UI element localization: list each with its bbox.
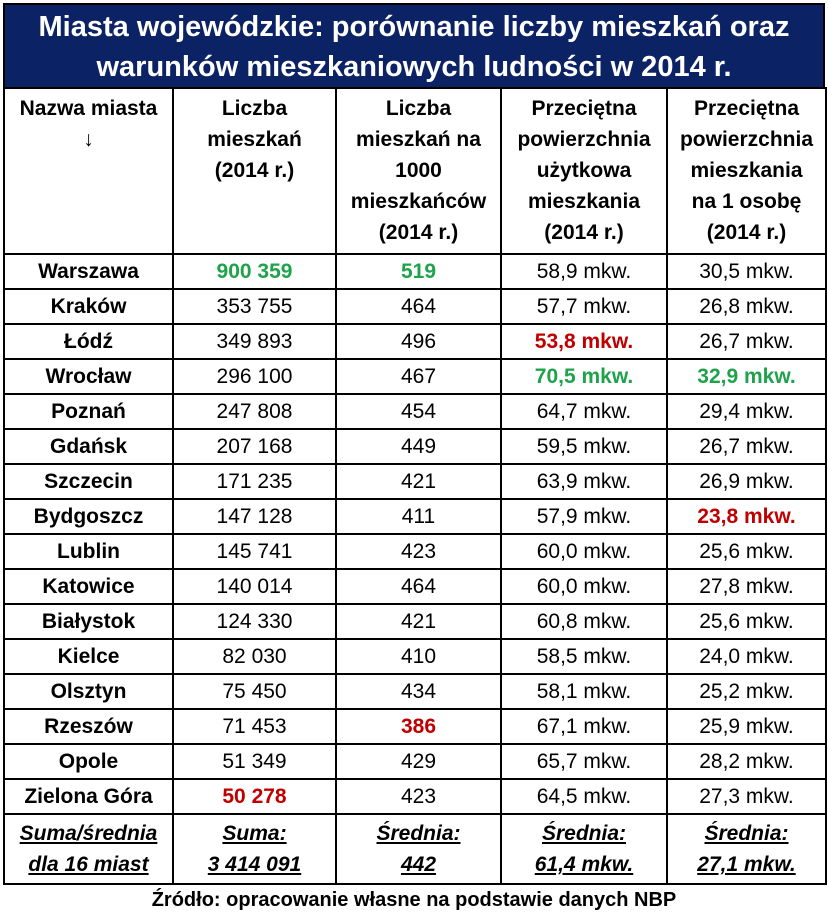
cell-city: Bydgoszcz [4, 499, 173, 534]
cell-per1000: 464 [336, 569, 501, 604]
header-text: (2014 r.) [378, 221, 459, 244]
document [3, 3, 825, 912]
cell-flats: 296 100 [173, 359, 336, 394]
cell-city: Opole [4, 744, 173, 779]
table-row [4, 779, 826, 814]
cell-city: Kielce [4, 639, 173, 674]
cell-per1000: 423 [336, 779, 501, 814]
cell-area: 57,9 mkw. [501, 499, 667, 534]
cell-per-person: 25,6 mkw. [667, 534, 826, 569]
header-text: powierzchnia [517, 128, 651, 151]
cell-per1000: 454 [336, 394, 501, 429]
header-text: użytkowa [536, 159, 632, 182]
title-line-2: warunków mieszkaniowych ludności w 2014 r. [96, 51, 732, 83]
table-row [4, 639, 826, 674]
cell-per-person: 26,8 mkw. [667, 289, 826, 324]
header-text: (2014 r.) [706, 221, 787, 244]
cell-per-person: 26,9 mkw. [667, 464, 826, 499]
header-text: Liczba [385, 97, 452, 120]
cell-area: 65,7 mkw. [501, 744, 667, 779]
housing-table [3, 87, 827, 885]
header-text: Przeciętna [693, 97, 800, 120]
cell-area: 58,5 mkw. [501, 639, 667, 674]
cell-per1000: 464 [336, 289, 501, 324]
cell-flats: 51 349 [173, 744, 336, 779]
cell-per1000: 519 [336, 254, 501, 289]
cell-per-person: 30,5 mkw. [667, 254, 826, 289]
cell-per-person: 29,4 mkw. [667, 394, 826, 429]
cell-city: Gdańsk [4, 429, 173, 464]
cell-flats: 124 330 [173, 604, 336, 639]
summary-text: Suma: [222, 822, 287, 845]
table-title [3, 3, 825, 87]
summary-value: 61,4 mkw. [534, 853, 634, 876]
cell-flats: 147 128 [173, 499, 336, 534]
cell-per-person: 26,7 mkw. [667, 429, 826, 464]
cell-city: Rzeszów [4, 709, 173, 744]
cell-per1000: 423 [336, 534, 501, 569]
summary-text: dla 16 miast [28, 853, 149, 876]
cell-area: 59,5 mkw. [501, 429, 667, 464]
cell-per1000: 421 [336, 464, 501, 499]
cell-area: 57,7 mkw. [501, 289, 667, 324]
table-row [4, 604, 826, 639]
cell-flats: 207 168 [173, 429, 336, 464]
cell-per-person: 27,3 mkw. [667, 779, 826, 814]
cell-per1000: 467 [336, 359, 501, 394]
source-note: Źródło: opracowanie własne na podstawie danych NBP [151, 889, 677, 911]
cell-flats: 71 453 [173, 709, 336, 744]
summary-text: Średnia: [376, 822, 461, 845]
cell-flats: 75 450 [173, 674, 336, 709]
header-text: (2014 r.) [214, 159, 295, 182]
table-row [4, 429, 826, 464]
header-text: na 1 osobę [691, 190, 802, 213]
cell-per-person: 25,6 mkw. [667, 604, 826, 639]
cell-per1000: 496 [336, 324, 501, 359]
header-text: Liczba [221, 97, 288, 120]
cell-area: 67,1 mkw. [501, 709, 667, 744]
cell-area: 63,9 mkw. [501, 464, 667, 499]
cell-per-person: 25,9 mkw. [667, 709, 826, 744]
header-text: mieszkania [690, 159, 803, 182]
table-row [4, 289, 826, 324]
cell-area: 60,0 mkw. [501, 534, 667, 569]
cell-city: Katowice [4, 569, 173, 604]
cell-area: 64,5 mkw. [501, 779, 667, 814]
cell-area: 53,8 mkw. [501, 324, 667, 359]
header-city-label: Nazwa miasta [19, 97, 158, 120]
table-row [4, 674, 826, 709]
cell-flats: 82 030 [173, 639, 336, 674]
cell-per-person: 24,0 mkw. [667, 639, 826, 674]
table-row [4, 324, 826, 359]
cell-flats: 900 359 [173, 254, 336, 289]
title-line-1: Miasta wojewódzkie: porównanie liczby mieszkań oraz [38, 11, 790, 43]
cell-area: 60,8 mkw. [501, 604, 667, 639]
summary-value: 442 [400, 853, 437, 876]
summary-label [4, 814, 173, 884]
cell-area: 58,9 mkw. [501, 254, 667, 289]
header-per1000 [336, 88, 501, 254]
header-text: Przeciętna [531, 97, 637, 120]
cell-per-person: 27,8 mkw. [667, 569, 826, 604]
summary-flats [173, 814, 336, 884]
cell-flats: 247 808 [173, 394, 336, 429]
header-text: mieszkańców [350, 190, 487, 213]
cell-flats: 145 741 [173, 534, 336, 569]
cell-flats: 140 014 [173, 569, 336, 604]
cell-per1000: 449 [336, 429, 501, 464]
header-text: (2014 r.) [544, 221, 624, 244]
cell-per-person: 28,2 mkw. [667, 744, 826, 779]
cell-city: Zielona Góra [4, 779, 173, 814]
cell-per1000: 434 [336, 674, 501, 709]
cell-flats: 353 755 [173, 289, 336, 324]
cell-per-person: 26,7 mkw. [667, 324, 826, 359]
header-per-person [667, 88, 826, 254]
summary-text: Średnia: [704, 822, 789, 845]
table-row [4, 359, 826, 394]
cell-city: Łódź [4, 324, 173, 359]
cell-city: Szczecin [4, 464, 173, 499]
header-text: mieszkania [527, 190, 641, 213]
summary-per1000 [336, 814, 501, 884]
header-text: mieszkań na [356, 128, 481, 151]
summary-area [501, 814, 667, 884]
table-row [4, 744, 826, 779]
cell-flats: 171 235 [173, 464, 336, 499]
cell-flats: 349 893 [173, 324, 336, 359]
summary-text: Suma/średnia [19, 822, 158, 845]
table-body [4, 254, 826, 814]
cell-area: 60,0 mkw. [501, 569, 667, 604]
header-city[interactable] [4, 88, 173, 254]
cell-city: Lublin [4, 534, 173, 569]
summary-value: 27,1 mkw. [697, 853, 796, 876]
cell-per1000: 410 [336, 639, 501, 674]
header-text: powierzchnia [679, 128, 814, 151]
header-flats [173, 88, 336, 254]
table-row [4, 499, 826, 534]
cell-per-person: 23,8 mkw. [667, 499, 826, 534]
table-row [4, 464, 826, 499]
cell-area: 58,1 mkw. [501, 674, 667, 709]
cell-city: Kraków [4, 289, 173, 324]
cell-per1000: 421 [336, 604, 501, 639]
summary-text: Średnia: [541, 822, 627, 845]
header-area [501, 88, 667, 254]
sort-arrow-icon[interactable]: ↓ [83, 128, 94, 151]
cell-per1000: 429 [336, 744, 501, 779]
table-row [4, 534, 826, 569]
cell-flats: 50 278 [173, 779, 336, 814]
summary-per-person [667, 814, 826, 884]
cell-city: Warszawa [4, 254, 173, 289]
header-text: mieszkań [207, 128, 302, 151]
table-row [4, 709, 826, 744]
cell-city: Olsztyn [4, 674, 173, 709]
cell-area: 70,5 mkw. [501, 359, 667, 394]
summary-value: 3 414 091 [207, 853, 302, 876]
cell-per-person: 25,2 mkw. [667, 674, 826, 709]
cell-per-person: 32,9 mkw. [667, 359, 826, 394]
cell-area: 64,7 mkw. [501, 394, 667, 429]
cell-per1000: 411 [336, 499, 501, 534]
summary-row [4, 814, 826, 884]
table-row [4, 569, 826, 604]
header-row [4, 88, 826, 254]
cell-per1000: 386 [336, 709, 501, 744]
cell-city: Poznań [4, 394, 173, 429]
cell-city: Białystok [4, 604, 173, 639]
table-row [4, 254, 826, 289]
header-text: 1000 [395, 159, 442, 182]
table-row [4, 394, 826, 429]
cell-city: Wrocław [4, 359, 173, 394]
